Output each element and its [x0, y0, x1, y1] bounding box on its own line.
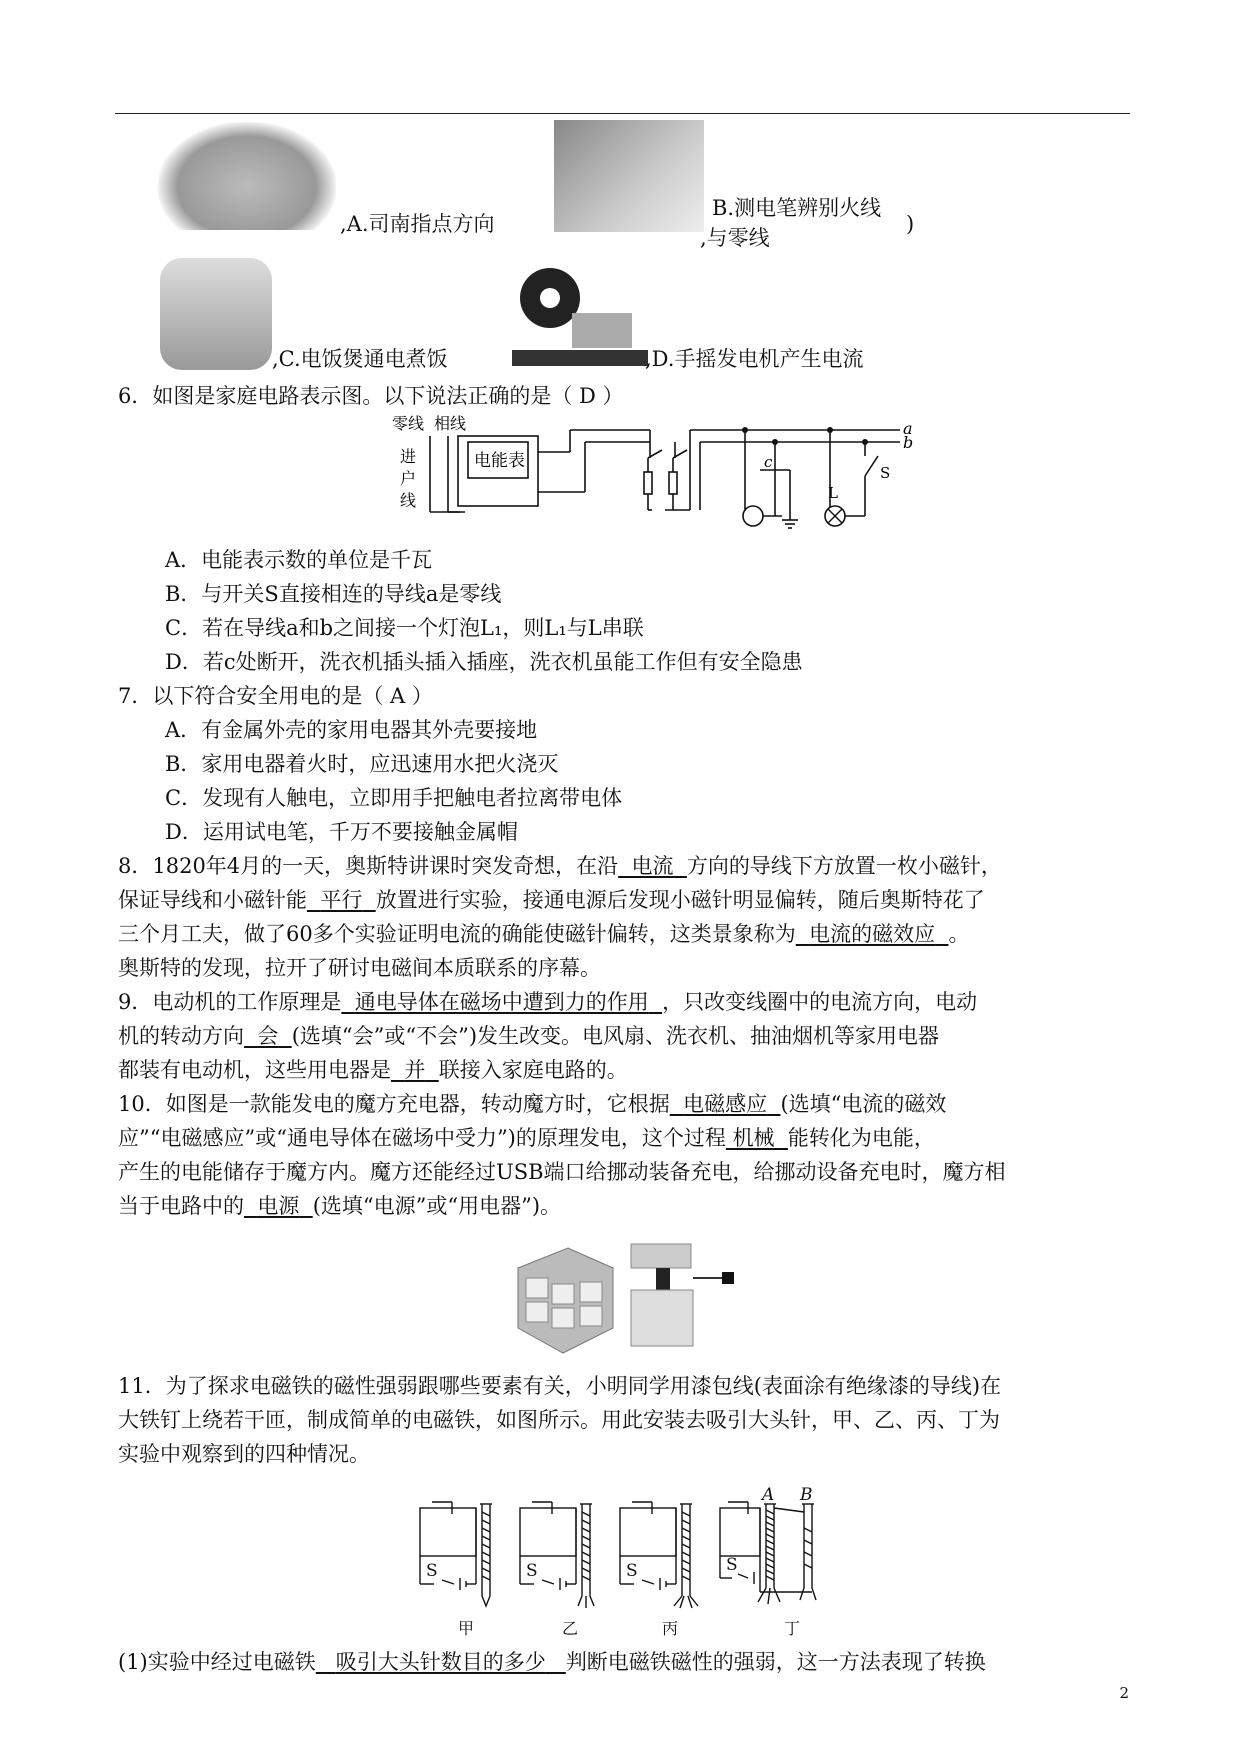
q8-text: 三个月工夫，做了60多个实验证明电流的确能使磁针偏转，这类景象称为: [118, 922, 796, 946]
q9-text: 都装有电动机，这些用电器是: [118, 1058, 391, 1082]
q6-option-c: C．若在导线a和b之间接一个灯泡L₁，则L₁与L串联: [165, 616, 644, 640]
svg-text:S: S: [626, 1561, 638, 1581]
header-rule: [115, 113, 1130, 114]
svg-text:户: 户: [400, 469, 417, 488]
q11-line-2: 大铁钉上绕若干匝，制成简单的电磁铁，如图所示。用此安装去吸引大头针，甲、乙、丙、丁为: [118, 1408, 1000, 1432]
q10-text: (选填“电流的磁效: [780, 1092, 947, 1116]
svg-text:线: 线: [400, 491, 417, 510]
q8-answer-1: 电流: [631, 854, 674, 878]
svg-text:b: b: [903, 433, 914, 452]
q7-option-c: C．发现有人触电，立即用手把触电者拉离带电体: [165, 786, 623, 810]
rice-cooker-image: [160, 258, 272, 370]
hand-generator-image: [512, 258, 648, 370]
svg-text:c: c: [764, 453, 773, 471]
option-a-label: ,A.司南指点方向: [340, 212, 495, 236]
svg-text:甲: 甲: [458, 1619, 475, 1638]
q6-option-d: D．若c处断开，洗衣机插头插入插座，洗衣机虽能工作但有安全隐患: [165, 650, 803, 674]
svg-text:进: 进: [400, 447, 417, 466]
q9-text: 联接入家庭电路的。: [438, 1058, 628, 1082]
electromagnet-experiment-diagram: [412, 1485, 892, 1638]
q8-text: 方向的导线下方放置一枚小磁针，: [686, 854, 1002, 878]
q10-text: 当于电路中的: [118, 1194, 244, 1218]
q9-text: (选填“会”或“不会”)发生改变。电风扇、洗衣机、抽油烟机等家用电器: [291, 1024, 940, 1048]
compass-image: [158, 122, 336, 230]
q10-answer-1: 电磁感应: [683, 1092, 768, 1116]
svg-text:B: B: [800, 1485, 813, 1505]
q8-text: 8．1820年4月的一天，奥斯特讲课时突发奇想，在沿: [118, 854, 619, 878]
q8-line-4: 奥斯特的发现，拉开了研讨电磁间本质联系的序幕。: [118, 956, 601, 980]
page-number: 2: [1119, 1684, 1129, 1702]
svg-text:a: a: [903, 419, 913, 438]
q9-answer-2: 会: [257, 1024, 279, 1048]
svg-text:零线: 零线: [392, 414, 425, 433]
q9-line-3: [118, 1054, 628, 1086]
option-c-label: ,C.电饭煲通电煮饭: [272, 347, 448, 371]
option-b-label-1: B.测电笔辨别火线: [712, 196, 882, 220]
q10-text: (选填“电源”或“用电器”)。: [312, 1194, 562, 1218]
q10-line-1: [118, 1088, 946, 1120]
q9-text: ，只改变线圈中的电流方向，电动: [662, 990, 978, 1014]
q11-answer-1: 吸引大头针数目的多少: [335, 1650, 546, 1674]
svg-text:相线: 相线: [434, 414, 467, 433]
q10-text: 应”“电磁感应”或“通电导体在磁场中受力”)的原理发电，这个过程: [118, 1126, 726, 1150]
q7-option-b: B．家用电器着火时，应迅速用水把火浇灭: [165, 752, 559, 776]
q8-line-1: [118, 850, 1002, 882]
q10-line-2: [118, 1122, 935, 1154]
svg-text:S: S: [726, 1555, 738, 1575]
svg-text:S: S: [526, 1561, 538, 1581]
q6-option-b: B．与开关S直接相连的导线a是零线: [165, 582, 502, 606]
q8-text: 放置进行实验，接通电源后发现小磁针明显偏转，随后奥斯特花了: [375, 888, 985, 912]
magic-cube-image: [508, 1238, 618, 1358]
q7-option-d: D．运用试电笔，千万不要接触金属帽: [165, 820, 518, 844]
svg-text:电能表: 电能表: [474, 451, 525, 471]
q10-answer-2: 机械: [732, 1126, 775, 1150]
q10-text: 10．如图是一款能发电的魔方充电器，转动魔方时，它根据: [118, 1092, 670, 1116]
test-pen-image: [554, 120, 704, 232]
q10-line-4: [118, 1190, 561, 1222]
q8-line-2: [118, 884, 985, 916]
svg-text:S: S: [880, 464, 891, 482]
svg-text:L: L: [828, 484, 838, 502]
option-d-label: ,D.手摇发电机产生电流: [645, 347, 864, 371]
option-b-paren: ): [906, 212, 915, 236]
q7-stem: 7．以下符合安全用电的是（ A ）: [118, 684, 433, 708]
svg-text:丁: 丁: [784, 1619, 801, 1638]
svg-text:A: A: [762, 1485, 775, 1505]
q10-text: 能转化为电能，: [787, 1126, 935, 1150]
q8-text: 。: [948, 922, 970, 946]
q8-answer-2: 平行: [320, 888, 363, 912]
q6-stem: 6．如图是家庭电路表示图。以下说法正确的是（ D ）: [118, 384, 624, 408]
q9-answer-3: 并: [404, 1058, 426, 1082]
q11-sub1: [118, 1646, 986, 1678]
q11-text: (1)实验中经过电磁铁: [118, 1650, 316, 1674]
q8-text: 保证导线和小磁针能: [118, 888, 307, 912]
q9-line-1: [118, 986, 977, 1018]
q9-line-2: [118, 1020, 939, 1052]
q11-text: 判断电磁铁磁性的强弱，这一方法表现了转换: [565, 1650, 986, 1674]
q11-line-3: 实验中观察到的四种情况。: [118, 1442, 370, 1466]
home-circuit-diagram: [390, 412, 914, 538]
svg-text:丙: 丙: [662, 1619, 679, 1638]
svg-text:S: S: [426, 1561, 438, 1581]
q7-option-a: A．有金属外壳的家用电器其外壳要接地: [165, 718, 538, 742]
q8-answer-3: 电流的磁效应: [809, 922, 936, 946]
q9-answer-1: 通电导体在磁场中遭到力的作用: [354, 990, 649, 1014]
q9-text: 9．电动机的工作原理是: [118, 990, 342, 1014]
q10-line-3: 产生的电能储存于魔方内。魔方还能经过USB端口给挪动装备充电，给挪动设备充电时，魔方相: [118, 1160, 1006, 1184]
q6-option-a: A．电能表示数的单位是千瓦: [165, 548, 433, 572]
option-b-label-2: ,与零线: [700, 226, 770, 250]
q11-line-1: 11．为了探求电磁铁的磁性强弱跟哪些要素有关，小明同学用漆包线(表面涂有绝缘漆的导线)在: [118, 1374, 1002, 1398]
q8-line-3: [118, 918, 969, 950]
q10-answer-3: 电源: [257, 1194, 300, 1218]
cube-charger-image: [626, 1238, 736, 1358]
svg-text:乙: 乙: [562, 1619, 579, 1638]
q9-text: 机的转动方向: [118, 1024, 244, 1048]
